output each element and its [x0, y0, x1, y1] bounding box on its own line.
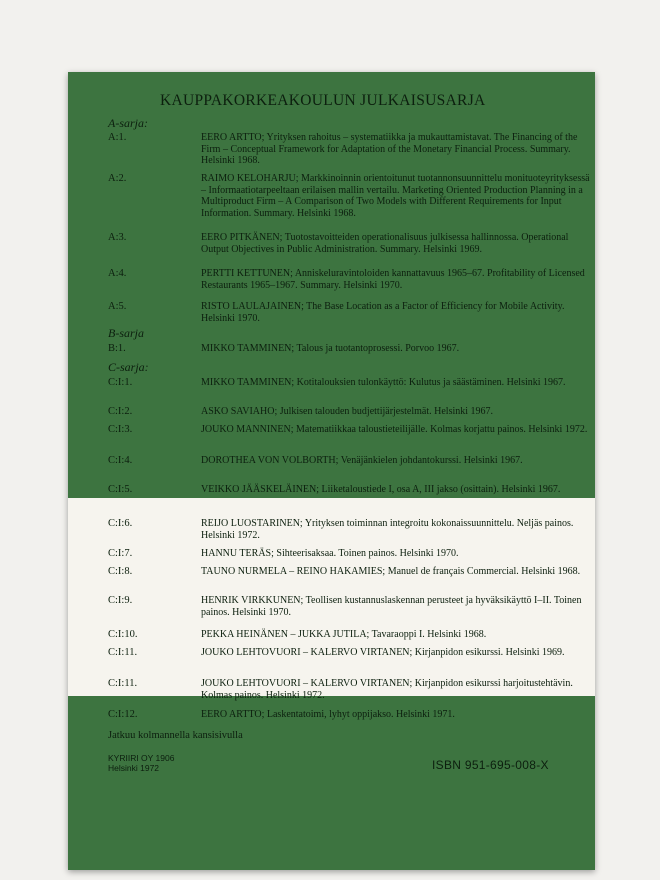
entry-code: C:I:8. [108, 566, 133, 577]
series-c-label: C-sarja: [108, 360, 149, 374]
entry-text: JOUKO MANNINEN; Matematiikkaa taloustieteilijälle. Kolmas korjattu painos. Helsinki 1972. [201, 424, 588, 435]
entry-text: EERO ARTTO; Yrityksen rahoitus – systematiikka ja mukauttamistavat. The Financing of the Firm – Conceptual Framework for Adaptation of the Monetary Financial Process. Summary. Helsinki 1968. [201, 132, 578, 167]
isbn-number: ISBN 951-695-008-X [432, 758, 549, 772]
entry-text: EERO PITKÄNEN; Tuotostavoitteiden operationalisuus julkisessa hallinnossa. Operational Output Objectives in Public Administration. Summary. Helsinki 1969. [201, 232, 569, 255]
printer-imprint [108, 753, 174, 773]
entry-text: JOUKO LEHTOVUORI – KALERVO VIRTANEN; Kirjanpidon esikurssi harjoitustehtävin. Kolmas painos. Helsinki 1972. [201, 678, 573, 701]
entry-code: A:1. [108, 132, 127, 143]
entry-text: DOROTHEA VON VOLBORTH; Venäjänkielen johdantokurssi. Helsinki 1967. [201, 455, 523, 466]
entry-text: REIJO LUOSTARINEN; Yrityksen toiminnan integroitu kokonaissuunnittelu. Neljäs painos. Helsinki 1972. [201, 518, 574, 541]
entry-code: C:I:12. [108, 709, 138, 720]
entry-text: VEIKKO JÄÄSKELÄINEN; Liiketaloustiede I, osa A, III jakso (osittain). Helsinki 1967. [201, 484, 561, 495]
entry-text: PERTTI KETTUNEN; Anniskeluravintoloiden kannattavuus 1965–67. Profitability of Licensed Restaurants 1965–1967. Summary. Helsinki 1970. [201, 268, 585, 291]
entry-code: C:I:9. [108, 595, 133, 606]
entry-text: HANNU TERÄS; Sihteerisaksaa. Toinen painos. Helsinki 1970. [201, 548, 459, 559]
publication-list [68, 72, 595, 870]
entry-text: RISTO LAULAJAINEN; The Base Location as a Factor of Efficiency for Mobile Activity. Helsinki 1970. [201, 301, 565, 324]
book-back-cover [68, 72, 595, 870]
entry-text: RAIMO KELOHARJU; Markkinoinnin orientoitunut tuotannonsuunnittelu monituoteyrityksessä – Informaatiotarpeeltaan erilaisen mallin vertailu. Marketing Oriented Production Planning in a Multiproduct Firm – A Comparison of Two Models with Different Requirements for Input Information. Summary. Helsinki 1968. [201, 173, 590, 219]
entry-text: ASKO SAVIAHO; Julkisen talouden budjettijärjestelmät. Helsinki 1967. [201, 406, 494, 417]
entry-text: EERO ARTTO; Laskentatoimi, lyhyt oppijakso. Helsinki 1971. [201, 709, 455, 720]
series-a-label: A-sarja: [108, 116, 148, 130]
entry-code: C:I:3. [108, 424, 133, 435]
entry-text: MIKKO TAMMINEN; Kotitalouksien tulonkäyttö: Kulutus ja säästäminen. Helsinki 1967. [201, 377, 566, 388]
continuation-note: Jatkuu kolmannella kansisivulla [108, 730, 243, 741]
entry-code: A:4. [108, 268, 127, 279]
entry-code: A:5. [108, 301, 127, 312]
entry-code: C:I:7. [108, 548, 133, 559]
entry-code: C:I:4. [108, 455, 133, 466]
entry-code: C:I:6. [108, 518, 133, 529]
entry-code: B:1. [108, 343, 126, 354]
entry-code: A:3. [108, 232, 127, 243]
entry-code: C:I:5. [108, 484, 133, 495]
entry-code: C:I:10. [108, 629, 138, 640]
entry-code: C:I:2. [108, 406, 133, 417]
series-title: KAUPPAKORKEAKOULUN JULKAISUSARJA [160, 92, 486, 109]
entry-code: C:I:11. [108, 678, 138, 689]
entry-text: JOUKO LEHTOVUORI – KALERVO VIRTANEN; Kirjanpidon esikurssi. Helsinki 1969. [201, 647, 565, 658]
series-b-label: B-sarja [108, 326, 144, 340]
entry-code: A:2. [108, 173, 127, 184]
entry-text: TAUNO NURMELA – REINO HAKAMIES; Manuel de français Commercial. Helsinki 1968. [201, 566, 581, 577]
entry-text: HENRIK VIRKKUNEN; Teollisen kustannuslaskennan perusteet ja hyväksikäyttö I–II. Toinen painos. Helsinki 1970. [201, 595, 582, 618]
printer-place-year: Helsinki 1972 [108, 763, 160, 773]
entry-text: PEKKA HEINÄNEN – JUKKA JUTILA; Tavaraoppi I. Helsinki 1968. [201, 629, 487, 640]
entry-code: C:I:1. [108, 377, 133, 388]
entry-text: MIKKO TAMMINEN; Talous ja tuotantoprosessi. Porvoo 1967. [201, 343, 460, 354]
entry-code: C:I:11. [108, 647, 138, 658]
printer-name: KYRIIRI OY 1906 [108, 753, 175, 763]
